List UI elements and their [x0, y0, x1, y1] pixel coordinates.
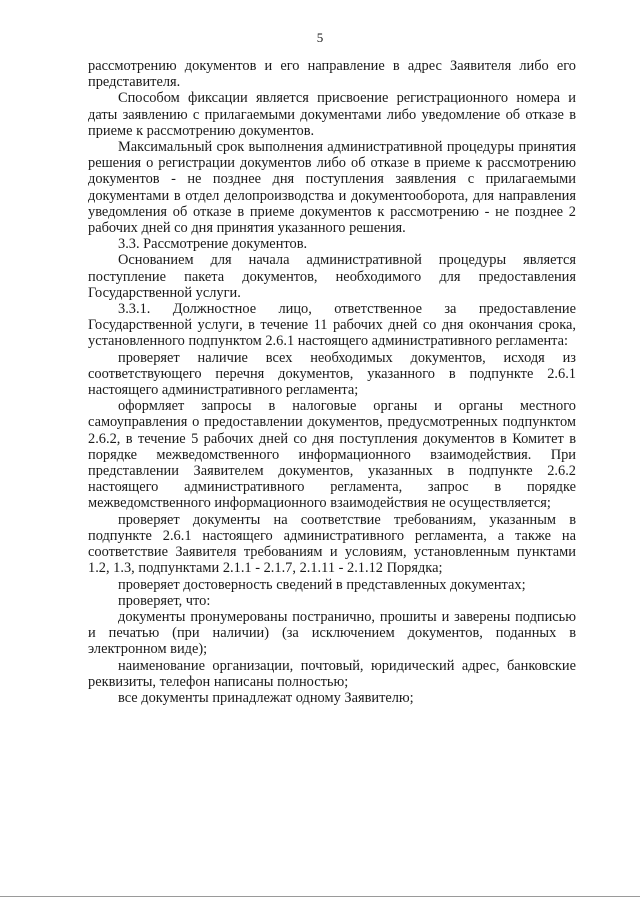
- paragraph-numbered-pages: документы пронумерованы постранично, прошиты и заверены подписью и печатью (при наличии) (за исключением документов, поданных в электронном виде);: [88, 608, 576, 658]
- section-heading-3-3: 3.3. Рассмотрение документов.: [118, 236, 308, 253]
- document-body: [88, 58, 576, 706]
- paragraph-basis: Основанием для начала административной процедуры является поступление пакета документов, необходимого для предоставления Государственной услуги.: [88, 252, 576, 301]
- scan-edge-line: [0, 896, 640, 897]
- paragraph-checks-compliance: проверяет документы на соответствие требованиям, указанным в подпункте 2.6.1 настоящего административного регламента, а также на соответствие Заявителя требованиям и условиям, установленным пунктами 1.2, 1.3, подпунктами 2.1.1 - 2.1.7, 2.1.11 - 2.1.12 Порядка;: [88, 511, 576, 577]
- paragraph-fixation-method: Способом фиксации является присвоение регистрационного номера и даты заявлению с прилагаемыми документами либо уведомление об отказе в приеме к рассмотрению документов.: [88, 90, 576, 139]
- paragraph-max-term: Максимальный срок выполнения административной процедуры принятия решения о регистрации документов либо об отказе в приеме к рассмотрению документов - не позднее дня поступления заявления с прилагаемыми документами в отдел делопроизводства и документооборота, для направления уведомления об отказе в приеме документов к рассмотрению - не позднее 2 рабочих дней со дня принятия указанного решения.: [88, 139, 576, 237]
- paragraph-checks-documents: проверяет наличие всех необходимых документов, исходя из соответствующего перечня документов, указанного в подпункте 2.6.1 настоящего административного регламента;: [88, 349, 576, 399]
- paragraph-requests: оформляет запросы в налоговые органы и органы местного самоуправления о предоставлении документов, предусмотренных подпунктом 2.6.2, в течение 5 рабочих дней со дня поступления документов в Комитет в порядке межведомственного информационного взаимодействия. При представлении Заявителем документов, указанных в подпункте 2.6.2 настоящего административного регламента, запрос в порядке межведомственного информационного взаимодействия не осуществляется;: [88, 398, 576, 512]
- page-number: 5: [316, 30, 324, 45]
- paragraph-checks-reliability: проверяет достоверность сведений в представленных документах;: [118, 576, 526, 593]
- paragraph-checks-that: проверяет, что:: [118, 592, 211, 609]
- paragraph-organization-details: наименование организации, почтовый, юридический адрес, банковские реквизиты, телефон написаны полностью;: [88, 657, 576, 690]
- paragraph-continuation: рассмотрению документов и его направление в адрес Заявителя либо его представителя.: [88, 58, 576, 91]
- paragraph-one-applicant: все документы принадлежат одному Заявителю;: [118, 689, 414, 706]
- paragraph-3-3-1: 3.3.1. Должностное лицо, ответственное за предоставление Государственной услуги, в течение 11 рабочих дней со дня окончания срока, установленного подпунктом 2.6.1 настоящего административного регламента:: [88, 301, 576, 350]
